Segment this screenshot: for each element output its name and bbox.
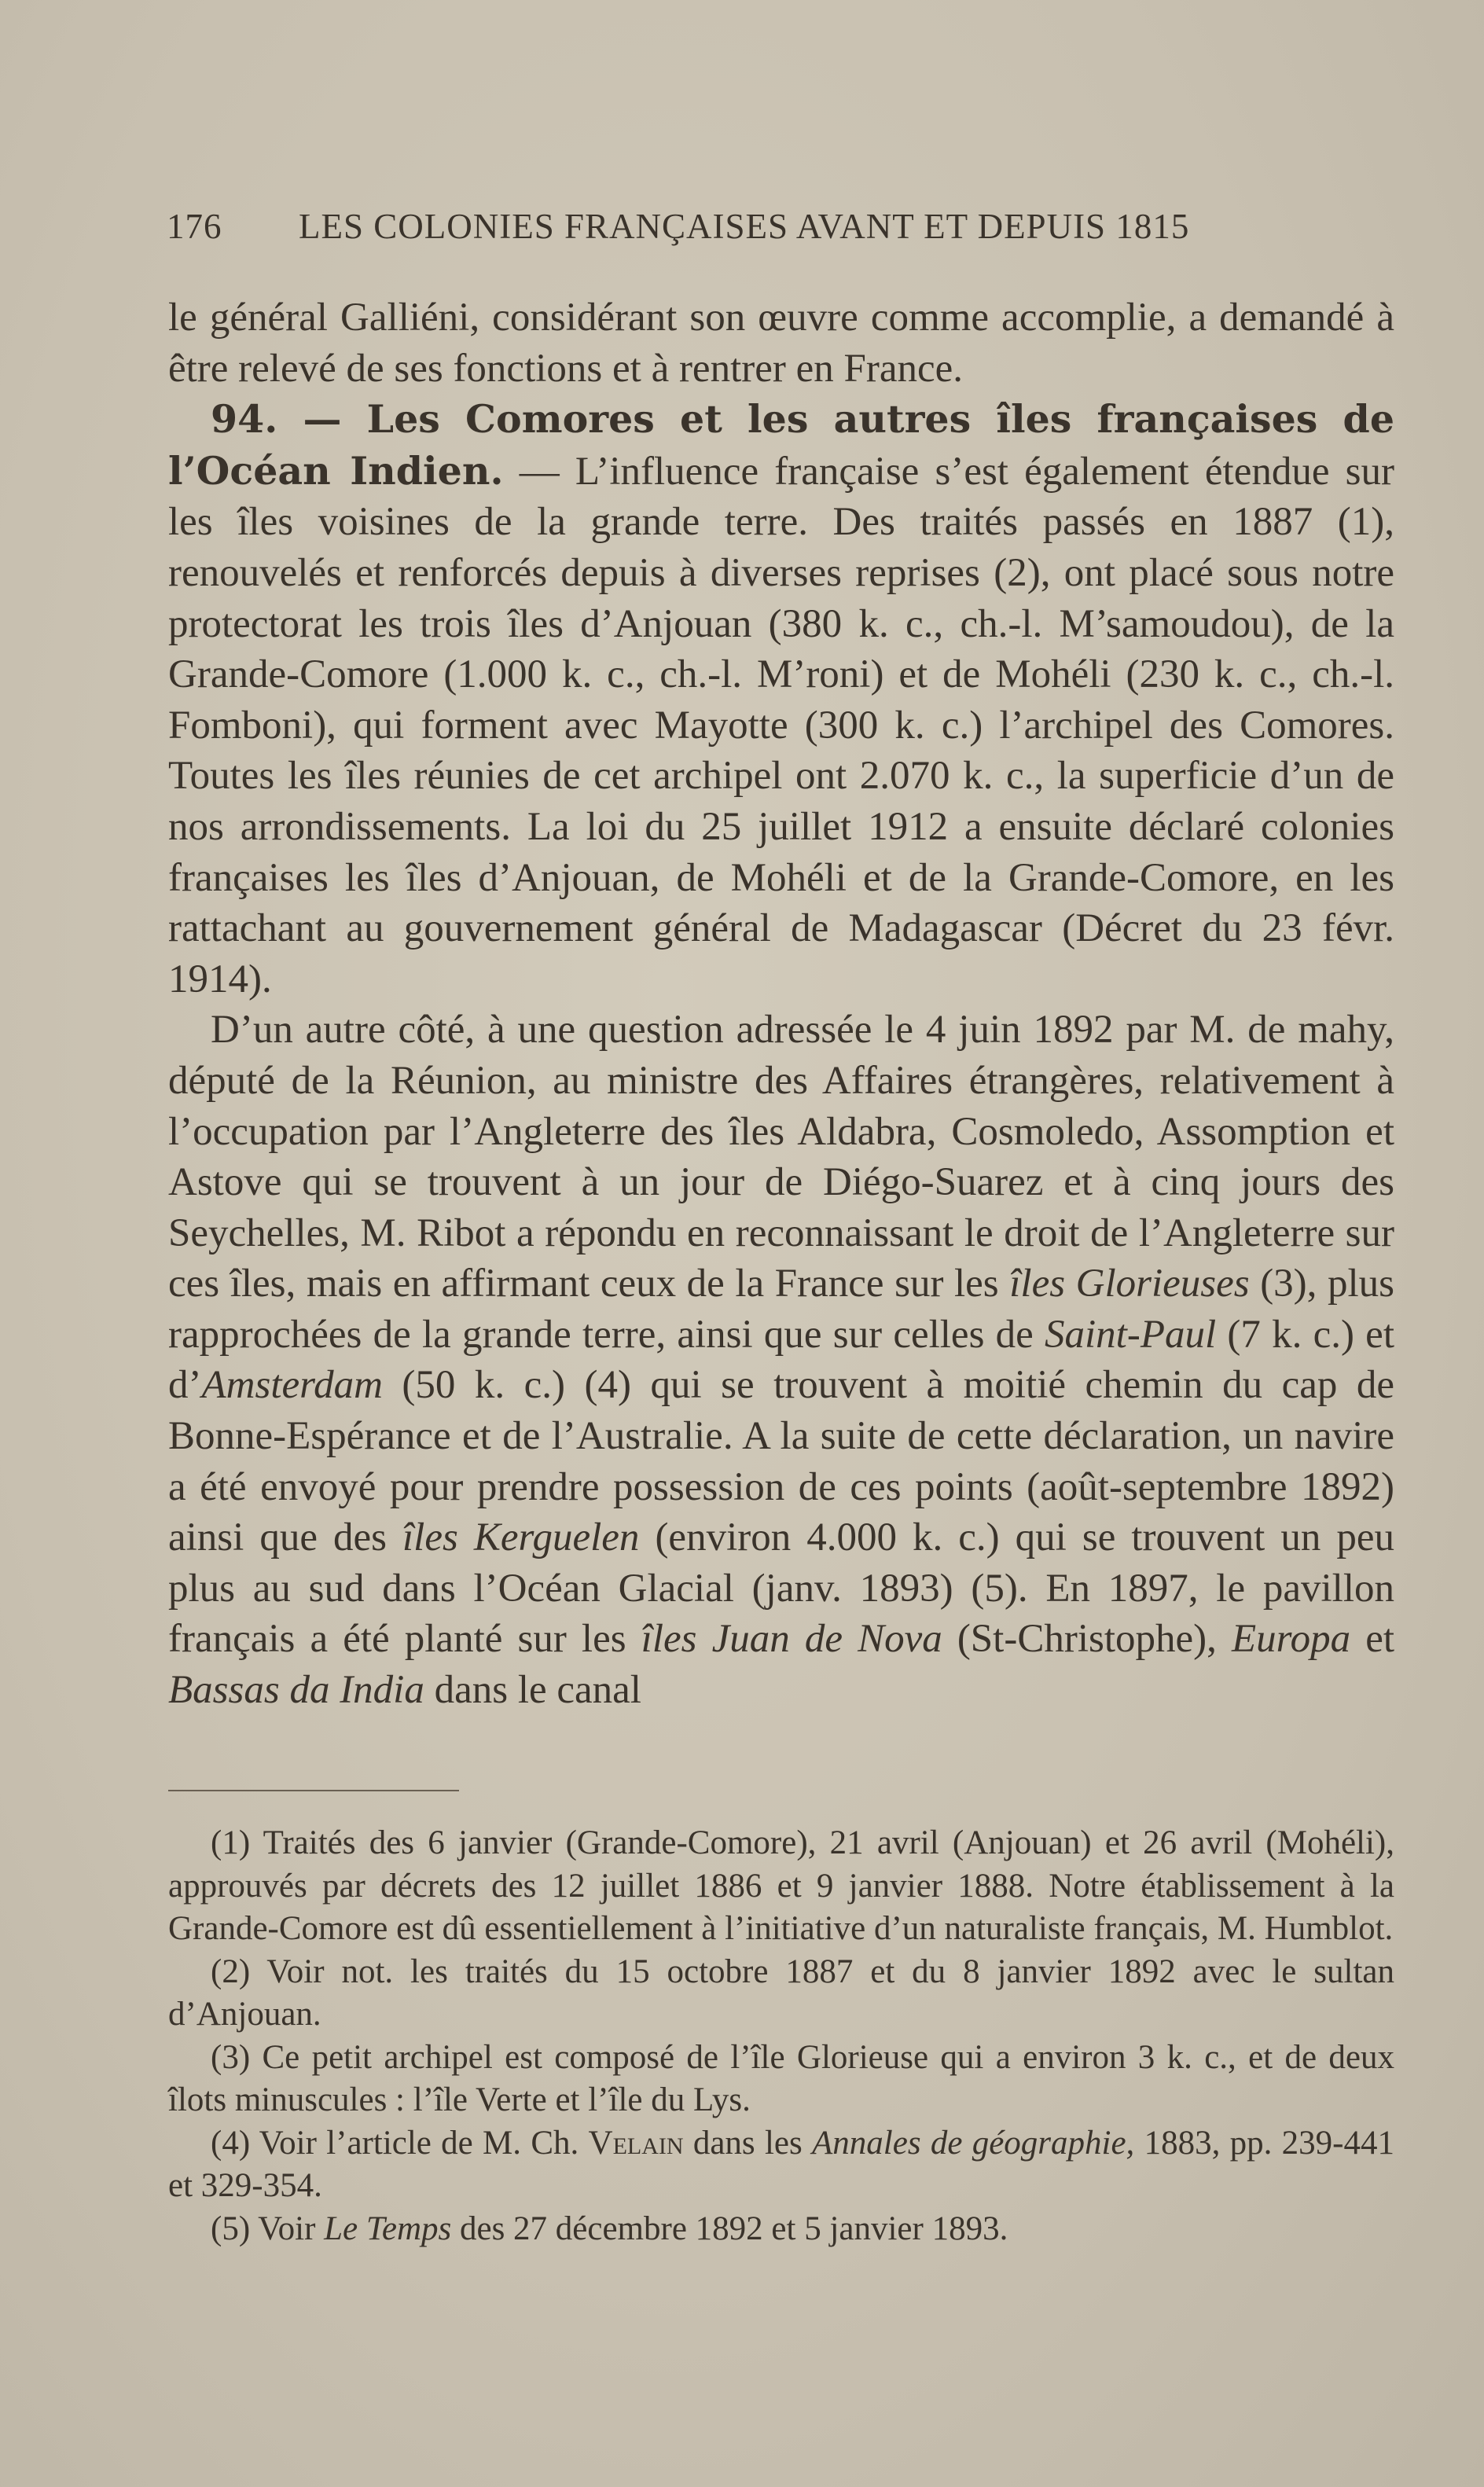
footnote-2: (2) Voir not. les traités du 15 octobre 1887 et du 8 janvier 1892 avec le sultan d’Anjouan. — [168, 1952, 1394, 2033]
fn4-author: Velain — [588, 2124, 684, 2162]
p3-italic-europa: Europa — [1231, 1617, 1351, 1662]
section-dash: — — [277, 396, 367, 443]
p3-text-e: (environ 4.000 k. c.) qui se trouvent un peu plus au sud dans l’Océan Glacial (janv. 1893) (5). En 1897, le pavillon français a été planté sur les — [168, 1515, 1395, 1662]
footnote-3: (3) Ce petit archipel est composé de l’île Glorieuse qui a environ 3 k. c., et de deux îlots minuscules : l’île Verte et l’île du Lys. — [168, 2038, 1394, 2118]
p3-italic-glorieuses: îles Glorieuses — [1009, 1262, 1250, 1306]
footnote-1: (1) Traités des 6 janvier (Grande-Comore), 21 avril (Anjouan) et 26 avril (Mohéli), approuvés par décrets des 12 juillet 1886 et 9 janvier 1888. Notre établissement à la Grande-Comore est dû essentiellement à l’initiative d’un naturaliste français, M. Humblot. — [168, 1824, 1394, 1947]
page-number: 176 — [167, 207, 222, 246]
p3-text-c: (7 k. c.) et d’ — [168, 1312, 1394, 1408]
footnote-4 — [168, 2122, 1394, 2208]
p3-italic-bassas-da-india: Bassas da India — [168, 1668, 424, 1713]
p3-text-d: (50 k. c.) (4) qui se trouvent à moitié chemin du cap de Bonne-Espérance et de l’Australie. A la suite de cette déclaration, un navire a été envoyé pour prendre possession de ces points (août-septembre 1892) ainsi que des — [168, 1363, 1394, 1560]
p3-text-g: et — [1350, 1617, 1394, 1662]
p3-text-h: dans le canal — [424, 1668, 641, 1713]
p3-text-a: D’un autre côté, à une question adressée le 4 juin 1892 par M. de mahy, député de la Réunion, au ministre des Affaires étrangères, relativement à l’occupation par l’Angleterre des îles Aldabra, Cosmoledo, Assomption et Astove qui se trouvent à un jour de Diégo-Suarez et à cinq jours des Seychelles, M. Ribot a répondu en reconnaissant le droit de l’Angleterre sur ces îles, mais en affirmant ceux de la France sur les — [168, 1008, 1394, 1306]
paragraph-3 — [168, 1005, 1394, 1715]
fn4-text-b: dans les — [683, 2124, 813, 2162]
p3-italic-kerguelen: îles Kerguelen — [402, 1515, 640, 1560]
fn5-text-b: des 27 décembre 1892 et 5 janvier 1893. — [451, 2210, 1008, 2247]
section-title: Les Comores et les autres îles françaises de l’Océan Indien. — [168, 396, 1394, 494]
footnote-divider — [168, 1790, 459, 1791]
fn4-text-a: (4) Voir l’article de M. Ch. — [211, 2124, 589, 2162]
p3-text-b: (3), plus rapprochées de la grande terre, ainsi que sur celles de — [168, 1262, 1395, 1357]
p3-italic-amsterdam: Amsterdam — [201, 1363, 383, 1408]
section-number: 94. — [211, 396, 278, 443]
fn4-journal: Annales de géographie, — [812, 2124, 1135, 2162]
paragraph-1: le général Galliéni, considérant son œuvre comme accomplie, a demandé à être relevé de ses fonctions et à rentrer en France. — [168, 296, 1394, 391]
fn4-text-c: 1883, pp. 239-441 et 329-354. — [168, 2124, 1394, 2204]
p3-italic-juan-de-nova: îles Juan de Nova — [641, 1617, 942, 1662]
main-text — [168, 292, 1394, 1716]
paragraph-2 — [168, 394, 1394, 1005]
paragraph-2-text: — L’influence française s’est également étendue sur les îles voisines de la grande terre. Des traités passés en 1887 (1), renouvelés et renforcés depuis à diverses reprises (2), ont placé sous notre protectorat les trois îles d’Anjouan (380 k. c., ch.-l. M’samoudou), de la Grande-Comore (1.000 k. c., ch.-l. M’roni) et de Mohéli (230 k. c., ch.-l. Fomboni), qui forment avec Mayotte (300 k. c.) l’archipel des Comores. Toutes les îles réunies de cet archipel ont 2.070 k. c., la superficie d’un de nos arrondissements. La loi du 25 juillet 1912 a ensuite déclaré colonies françaises les îles d’Anjouan, de Mohéli et de la Grande-Comore, en les rattachant au gouvernement général de Madagascar (Décret du 23 févr. 1914). — [168, 449, 1394, 1001]
p3-italic-saint-paul: Saint-Paul — [1045, 1312, 1217, 1357]
running-title: LES COLONIES FRANÇAISES AVANT ET DEPUIS 1815 — [299, 207, 1190, 246]
p3-text-f: (St-Christophe), — [942, 1617, 1232, 1662]
fn5-newspaper: Le Temps — [324, 2210, 452, 2247]
page-header — [167, 206, 1283, 261]
footnotes — [168, 1822, 1394, 2250]
fn5-text-a: (5) Voir — [211, 2210, 325, 2247]
footnote-5 — [168, 2208, 1394, 2251]
